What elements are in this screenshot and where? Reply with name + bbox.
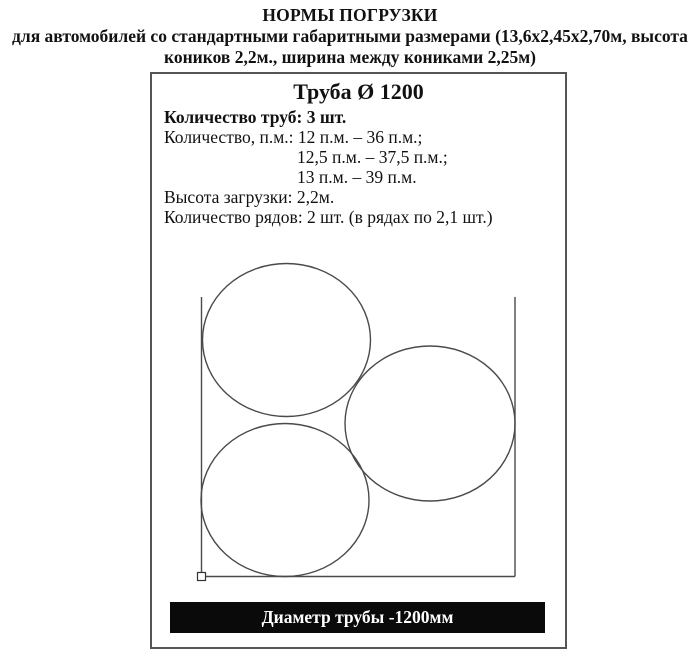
spec-length-meters-2: 12,5 п.м. – 37,5 п.м.; <box>297 147 448 167</box>
pipes-group <box>201 264 515 577</box>
spec-qty-pipes: Количество труб: 3 шт. <box>164 107 347 127</box>
pipe-circle <box>345 346 515 501</box>
corner-anchor-marker <box>198 573 206 581</box>
doc-header <box>0 0 700 67</box>
pipe-circle <box>203 264 371 417</box>
doc-subtitle-line2: коников 2,2м., ширина между кониками 2,25м) <box>163 46 536 67</box>
doc-title: НОРМЫ ПОГРУЗКИ <box>262 5 438 25</box>
diameter-banner <box>170 602 545 633</box>
spec-length-meters-1: Количество, п.м.: 12 п.м. – 36 п.м.; <box>164 127 423 147</box>
diameter-banner-label: Диаметр трубы -1200мм <box>261 607 454 627</box>
pipe-circle <box>201 424 369 577</box>
pipe-card-title: Труба Ø 1200 <box>293 79 424 104</box>
spec-row-count: Количество рядов: 2 шт. (в рядах по 2,1 шт.) <box>164 207 493 227</box>
pipe-card <box>150 72 567 649</box>
spec-length-meters-3: 13 п.м. – 39 п.м. <box>297 167 417 187</box>
spec-load-height: Высота загрузки: 2,2м. <box>164 187 335 207</box>
doc-subtitle <box>0 26 700 67</box>
loading-diagram <box>152 74 565 647</box>
doc-subtitle-line1: для автомобилей со стандартными габаритными размерами (13,6х2,45х2,70м, высота <box>12 26 688 46</box>
